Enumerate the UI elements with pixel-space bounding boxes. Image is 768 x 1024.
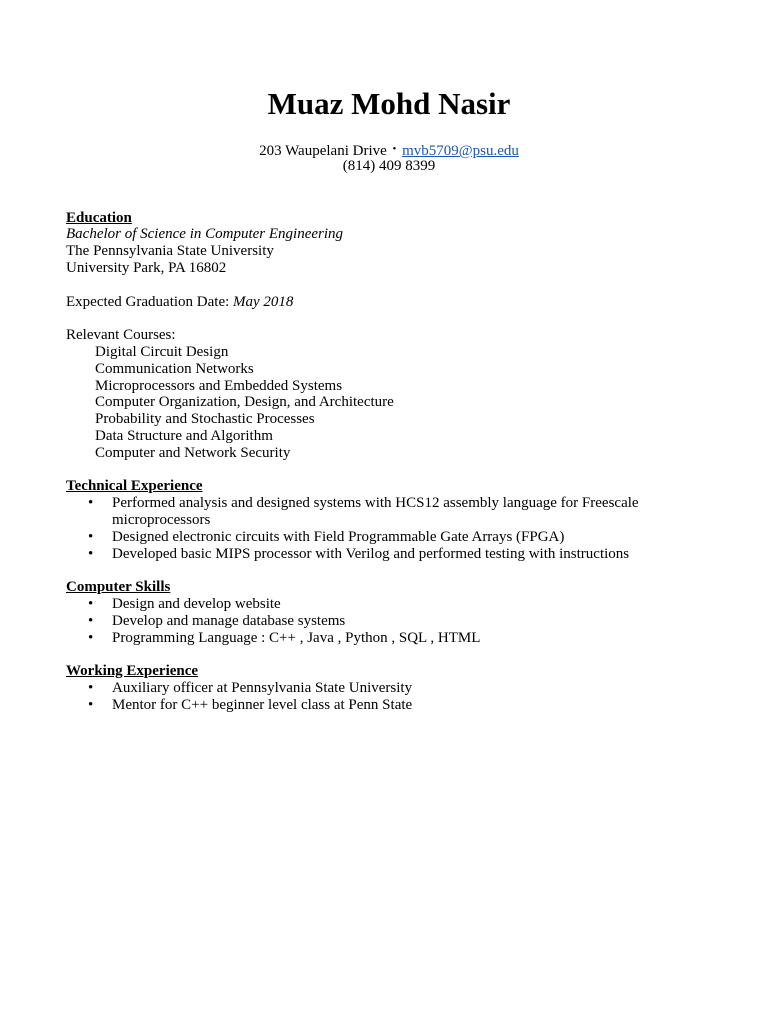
list-item: • Auxiliary officer at Pennsylvania State University bbox=[88, 679, 413, 696]
technical-experience-heading: Technical Experience bbox=[66, 478, 203, 495]
resume-body bbox=[66, 210, 706, 714]
resume-name: Muaz Mohd Nasir bbox=[267, 86, 511, 121]
course-item: Probability and Stochastic Processes bbox=[95, 411, 315, 428]
working-experience-heading: Working Experience bbox=[66, 663, 199, 680]
bullet-dot: • bbox=[88, 495, 94, 512]
education-heading: Education bbox=[66, 209, 132, 226]
school-text: The Pennsylvania State University bbox=[66, 243, 274, 260]
location-text: University Park, PA 16802 bbox=[66, 259, 227, 276]
bullet-dot: • bbox=[88, 679, 94, 696]
bullet-dot: • bbox=[88, 595, 94, 612]
bullet-dot: • bbox=[88, 528, 94, 545]
course-item: Communication Networks bbox=[95, 360, 254, 377]
computer-skills-heading: Computer Skills bbox=[66, 579, 171, 596]
course-item: Digital Circuit Design bbox=[95, 343, 229, 360]
contact-block bbox=[0, 141, 768, 175]
working-experience-list bbox=[66, 680, 706, 714]
bullet-dot: • bbox=[88, 545, 94, 562]
bullet-dot: • bbox=[88, 629, 94, 646]
email-link[interactable]: mvb5709@psu.edu bbox=[402, 143, 519, 159]
technical-experience-list bbox=[66, 495, 706, 562]
course-item: Computer Organization, Design, and Architecture bbox=[95, 394, 394, 411]
address-text: 203 Waupelani Drive bbox=[259, 143, 387, 159]
course-item: Computer and Network Security bbox=[95, 444, 291, 461]
bullet-dot: • bbox=[88, 612, 94, 629]
courses-label: Relevant Courses: bbox=[66, 327, 176, 344]
course-item: Microprocessors and Embedded Systems bbox=[95, 377, 343, 394]
phone-text: (814) 409 8399 bbox=[342, 157, 436, 174]
graduation-label: Expected Graduation Date: bbox=[66, 293, 234, 310]
course-item: Data Structure and Algorithm bbox=[95, 427, 273, 444]
separator-dot: • bbox=[392, 143, 397, 155]
list-item: • Developed basic MIPS processor with Verilog and performed testing with instructions bbox=[88, 545, 630, 562]
list-item: • Designed electronic circuits with Field Programmable Gate Arrays (FPGA) bbox=[88, 528, 565, 545]
list-item: • Design and develop website bbox=[88, 595, 281, 612]
graduation-line bbox=[66, 294, 706, 311]
contact-line bbox=[0, 141, 768, 158]
graduation-date: May 2018 bbox=[233, 293, 294, 310]
list-item: • Programming Language : C++ , Java , Python , SQL , HTML bbox=[88, 629, 481, 646]
list-item: • Performed analysis and designed systems with HCS12 assembly language for Freescale microprocessors bbox=[88, 495, 639, 528]
bullet-dot: • bbox=[88, 696, 94, 713]
computer-skills-list bbox=[66, 596, 706, 646]
degree-text: Bachelor of Science in Computer Engineering bbox=[66, 226, 344, 243]
list-item: • Develop and manage database systems bbox=[88, 612, 346, 629]
list-item: • Mentor for C++ beginner level class at Penn State bbox=[88, 696, 413, 713]
